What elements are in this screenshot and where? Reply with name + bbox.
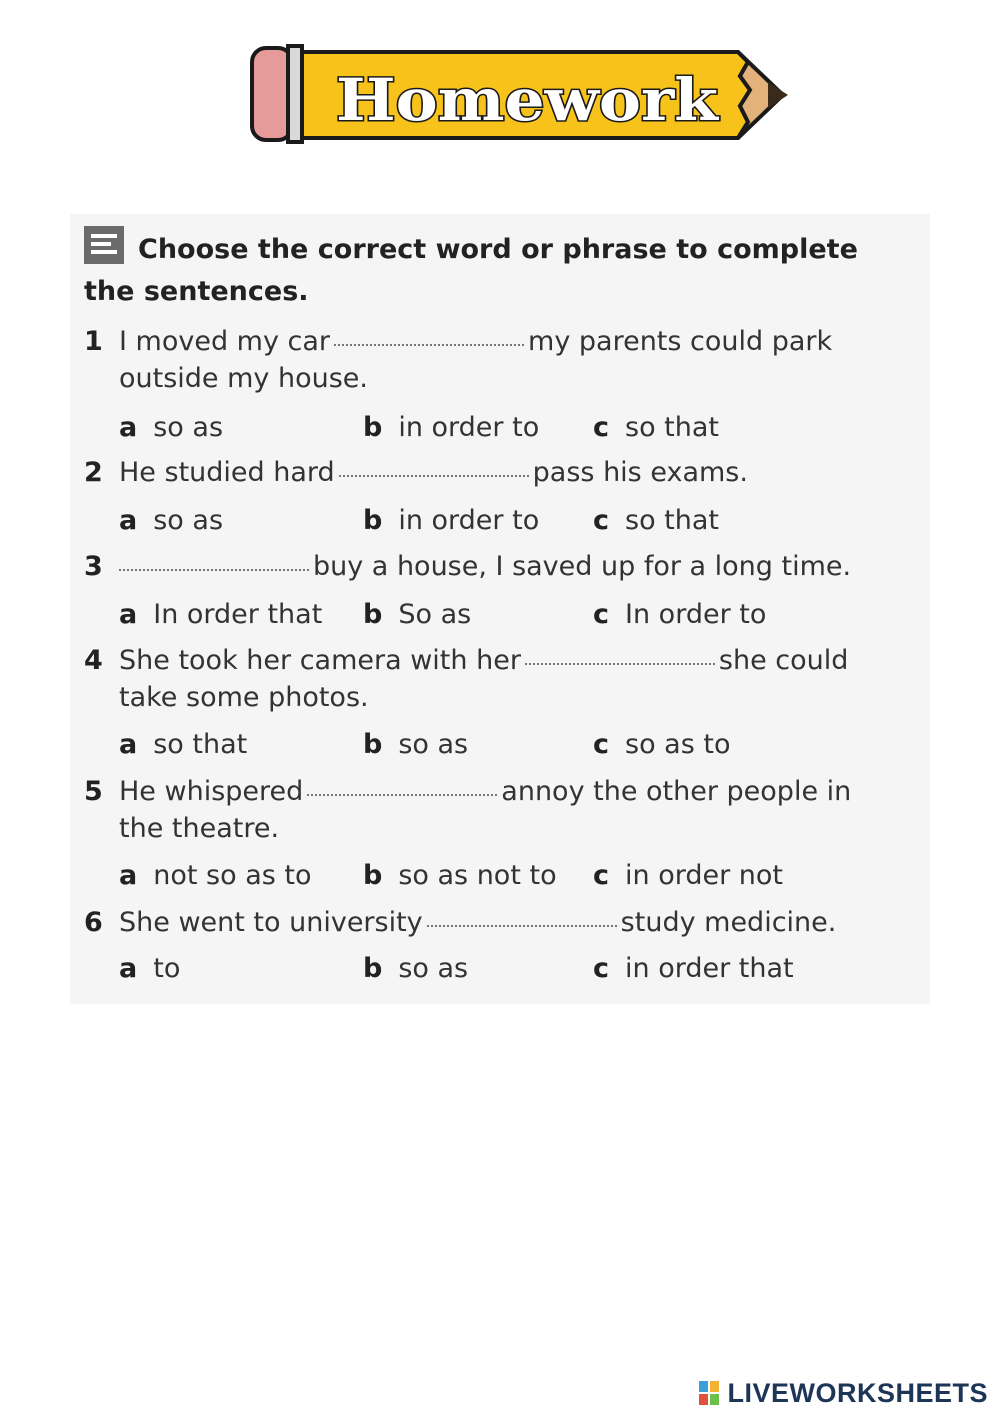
option-b[interactable] bbox=[363, 950, 468, 987]
option-b[interactable] bbox=[363, 409, 539, 446]
option-c[interactable] bbox=[593, 409, 719, 446]
question-text-after: buy a house, I saved up for a long time. bbox=[313, 551, 852, 582]
option-text: not so as to bbox=[153, 860, 312, 891]
option-text: so as bbox=[153, 505, 224, 536]
question-text bbox=[119, 642, 879, 716]
option-text: in order to bbox=[398, 412, 540, 443]
option-text: so that bbox=[625, 505, 720, 536]
option-text: so as not to bbox=[398, 860, 557, 891]
question-number: 5 bbox=[84, 776, 103, 807]
question-text bbox=[119, 548, 879, 585]
answer-blank[interactable] bbox=[119, 567, 309, 571]
option-text: In order that bbox=[153, 599, 323, 630]
options-row bbox=[119, 950, 879, 987]
option-text: so that bbox=[153, 729, 248, 760]
instructions bbox=[84, 226, 884, 313]
option-letter: a bbox=[119, 505, 138, 536]
question-text-after: she could take some photos. bbox=[119, 645, 849, 713]
option-letter: c bbox=[593, 505, 610, 536]
option-text: so as bbox=[153, 412, 224, 443]
liveworksheets-logo bbox=[699, 1378, 988, 1408]
banner-title: Homework bbox=[336, 66, 720, 134]
option-a[interactable] bbox=[119, 596, 322, 633]
question-text-before: She went to university bbox=[119, 907, 423, 938]
question-text-after: pass his exams. bbox=[532, 457, 748, 488]
option-a[interactable] bbox=[119, 857, 312, 894]
answer-blank[interactable] bbox=[525, 661, 715, 665]
option-letter: c bbox=[593, 729, 610, 760]
option-letter: b bbox=[363, 505, 383, 536]
option-letter: a bbox=[119, 953, 138, 984]
option-letter: b bbox=[363, 412, 383, 443]
homework-banner bbox=[248, 40, 793, 150]
instructions-text: Choose the correct word or phrase to complete the sentences. bbox=[84, 234, 858, 307]
option-a[interactable] bbox=[119, 502, 223, 539]
answer-blank[interactable] bbox=[427, 923, 617, 927]
answer-blank[interactable] bbox=[307, 792, 497, 796]
option-letter: a bbox=[119, 599, 138, 630]
option-letter: a bbox=[119, 412, 138, 443]
option-text: in order that bbox=[625, 953, 794, 984]
option-letter: c bbox=[593, 412, 610, 443]
option-c[interactable] bbox=[593, 857, 783, 894]
option-letter: c bbox=[593, 599, 610, 630]
question-text-before: He studied hard bbox=[119, 457, 335, 488]
question-number: 3 bbox=[84, 551, 103, 582]
option-letter: c bbox=[593, 860, 610, 891]
option-text: in order to bbox=[398, 505, 540, 536]
option-b[interactable] bbox=[363, 502, 539, 539]
option-text: so as bbox=[398, 953, 469, 984]
pencil-icon bbox=[248, 40, 793, 150]
option-letter: b bbox=[363, 729, 383, 760]
option-c[interactable] bbox=[593, 596, 766, 633]
option-c[interactable] bbox=[593, 502, 719, 539]
answer-blank[interactable] bbox=[334, 342, 524, 346]
option-a[interactable] bbox=[119, 950, 180, 987]
option-letter: b bbox=[363, 599, 383, 630]
question-text bbox=[119, 904, 879, 941]
option-a[interactable] bbox=[119, 409, 223, 446]
option-letter: b bbox=[363, 860, 383, 891]
document-icon bbox=[84, 226, 124, 264]
question-text-after: study medicine. bbox=[620, 907, 837, 938]
option-b[interactable] bbox=[363, 596, 471, 633]
option-c[interactable] bbox=[593, 950, 794, 987]
option-b[interactable] bbox=[363, 726, 468, 763]
question-text bbox=[119, 323, 879, 397]
options-row bbox=[119, 596, 879, 633]
option-text: so that bbox=[625, 412, 720, 443]
options-row bbox=[119, 502, 879, 539]
question-number: 2 bbox=[84, 457, 103, 488]
option-text: In order to bbox=[625, 599, 767, 630]
question-text bbox=[119, 773, 879, 847]
option-letter: c bbox=[593, 953, 610, 984]
question-number: 1 bbox=[84, 326, 103, 357]
options-row bbox=[119, 857, 879, 894]
question-number: 6 bbox=[84, 907, 103, 938]
brand-name: LIVEWORKSHEETS bbox=[727, 1377, 988, 1408]
option-letter: b bbox=[363, 953, 383, 984]
option-text: to bbox=[153, 953, 181, 984]
question-text-after: annoy the other people in the theatre. bbox=[119, 776, 852, 844]
question-number: 4 bbox=[84, 645, 103, 676]
question-text-before: He whispered bbox=[119, 776, 304, 807]
option-letter: a bbox=[119, 860, 138, 891]
option-text: So as bbox=[398, 599, 472, 630]
option-text: so as bbox=[398, 729, 469, 760]
option-a[interactable] bbox=[119, 726, 247, 763]
option-text: so as to bbox=[625, 729, 731, 760]
liveworksheets-icon bbox=[699, 1380, 721, 1406]
question-text-before: She took her camera with her bbox=[119, 645, 521, 676]
question-text-after: my parents could park outside my house. bbox=[119, 326, 833, 394]
option-b[interactable] bbox=[363, 857, 557, 894]
option-text: in order not bbox=[625, 860, 784, 891]
option-letter: a bbox=[119, 729, 138, 760]
question-text bbox=[119, 454, 879, 491]
answer-blank[interactable] bbox=[339, 473, 529, 477]
question-text-before: I moved my car bbox=[119, 326, 331, 357]
options-row bbox=[119, 409, 879, 446]
options-row bbox=[119, 726, 879, 763]
option-c[interactable] bbox=[593, 726, 730, 763]
